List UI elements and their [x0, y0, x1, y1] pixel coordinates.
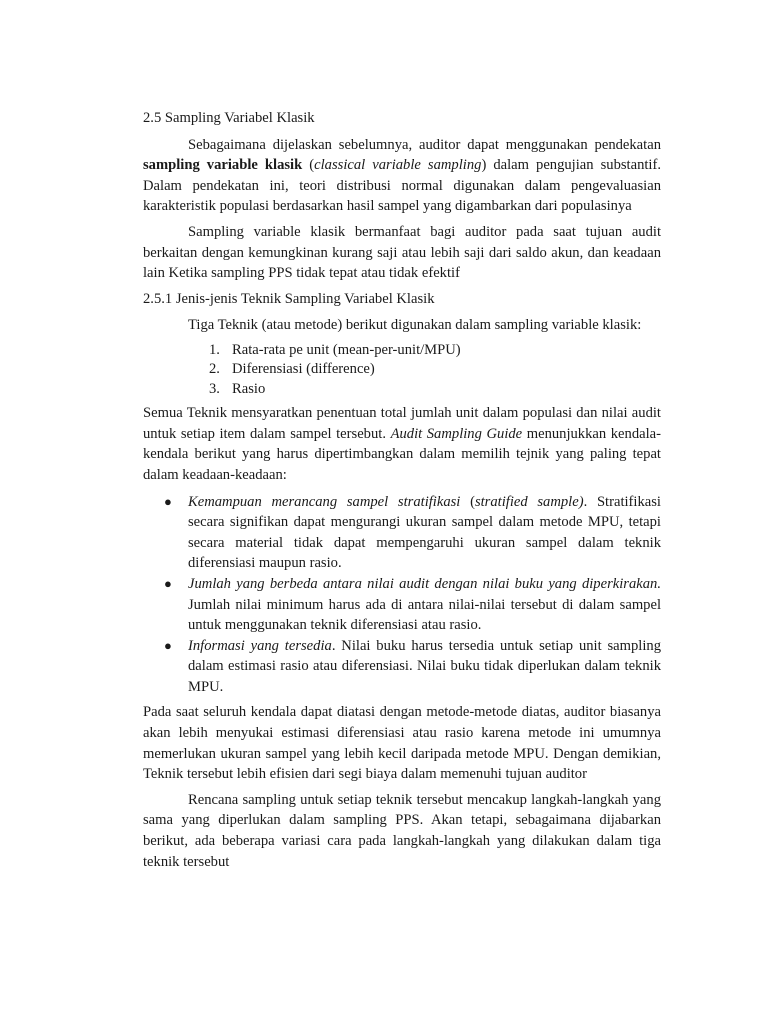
- paragraph-intro-mid: (: [302, 157, 315, 174]
- list-item: [143, 360, 661, 379]
- constraint-subtitle: stratified sample): [474, 493, 584, 510]
- document-page: [143, 108, 661, 877]
- list-item-label: Rasio: [232, 380, 266, 397]
- list-item-number: 2.: [209, 361, 220, 378]
- bullet-icon: ●: [164, 493, 172, 509]
- paragraph-intro: [143, 135, 661, 217]
- list-item-label: Rata-rata pe unit (mean-per-unit/MPU): [232, 341, 461, 358]
- bullet-icon: ●: [164, 575, 172, 591]
- bullet-icon: ●: [164, 637, 172, 653]
- constraints-list: [143, 492, 661, 698]
- paragraph-intro-bold-term: sampling variable klasik: [143, 157, 303, 174]
- paragraph-sampling-plan: Rencana sampling untuk setiap teknik tersebut mencakup langkah-langkah yang sama yang diperlukan dalam sampling PPS. Akan tetapi, sebagaimana dijabarkan berikut, ada beberapa variasi cara pada langkah-langkah yang dilakukan dalam tiga teknik tersebut: [143, 791, 661, 870]
- paragraph-intro-tail: ) dalam pengujian substantif. Dalam pendekatan ini, teori distribusi normal digunakan dalam pengevaluasian karakteristik populasi berdasarkan hasil sampel yang digambarkan dari populasinya: [143, 157, 661, 215]
- constraint-text: . Stratifikasi secara signifikan dapat mengurangi ukuran sampel dalam metode MPU, tetapi secara material tidak dapat mempengaruhi ukuran sampel dalam teknik diferensiasi maupun rasio.: [188, 493, 661, 572]
- paragraph-intro-italic-term: classical variable sampling: [314, 157, 482, 174]
- constraint-title: Kemampuan merancang sampel stratifikasi: [188, 493, 461, 510]
- list-item: [143, 492, 661, 574]
- subsection-heading: 2.5.1 Jenis-jenis Teknik Sampling Variabel Klasik: [143, 290, 435, 307]
- paragraph-requirements-lead: Semua Teknik mensyaratkan penentuan total jumlah unit dalam populasi dan nilai audit untuk setiap item dalam sampel tersebut.: [143, 405, 661, 442]
- constraint-text: Jumlah nilai minimum harus ada di antara nilai-nilai tersebut di dalam sampel untuk menggunakan teknik diferensiasi atau rasio.: [188, 596, 661, 634]
- list-item: [143, 574, 661, 636]
- constraint-mid: (: [460, 493, 475, 510]
- techniques-list: [143, 341, 661, 399]
- techniques-intro: Tiga Teknik (atau metode) berikut digunakan dalam sampling variable klasik:: [188, 317, 642, 334]
- paragraph-requirements-italic: Audit Sampling Guide: [390, 425, 523, 442]
- paragraph-requirements: [143, 403, 661, 485]
- list-item: [143, 341, 661, 360]
- paragraph-requirements-tail: menunjukkan kendala-kendala berikut yang harus dipertimbangkan dalam memilih tejnik yang paling tepat dalam keadaan-keadaan:: [143, 425, 661, 483]
- list-item: [143, 636, 661, 698]
- list-item: [143, 380, 661, 399]
- constraint-title: Informasi yang tersedia: [188, 637, 332, 654]
- section-heading: 2.5 Sampling Variabel Klasik: [143, 110, 315, 126]
- paragraph-benefit: Sampling variable klasik bermanfaat bagi auditor pada saat tujuan audit berkaitan dengan kemungkinan kurang saji atau lebih saji dari saldo akun, dan keadaan lain Ketika sampling PPS tidak tepat atau tidak efektif: [143, 223, 661, 282]
- list-item-number: 1.: [209, 341, 220, 358]
- constraint-text: . Nilai buku harus tersedia untuk setiap unit sampling dalam estimasi rasio atau diferensiasi. Nilai buku tidak diperlukan dalam teknik MPU.: [188, 637, 661, 695]
- paragraph-preference: Pada saat seluruh kendala dapat diatasi dengan metode-metode diatas, auditor biasanya akan lebih menyukai estimasi diferensiasi atau rasio karena metode ini umumnya memerlukan ukuran sampel yang lebih kecil daripada metode MPU. Dengan demikian, Teknik tersebut lebih efisien dari segi biaya dalam memenuhi tujuan auditor: [143, 704, 661, 783]
- list-item-label: Diferensiasi (difference): [232, 361, 375, 378]
- list-item-number: 3.: [209, 380, 220, 397]
- constraint-title: Jumlah yang berbeda antara nilai audit dengan nilai buku yang diperkirakan.: [188, 575, 661, 592]
- paragraph-intro-lead: Sebagaimana dijelaskan sebelumnya, auditor dapat menggunakan pendekatan: [188, 136, 661, 153]
